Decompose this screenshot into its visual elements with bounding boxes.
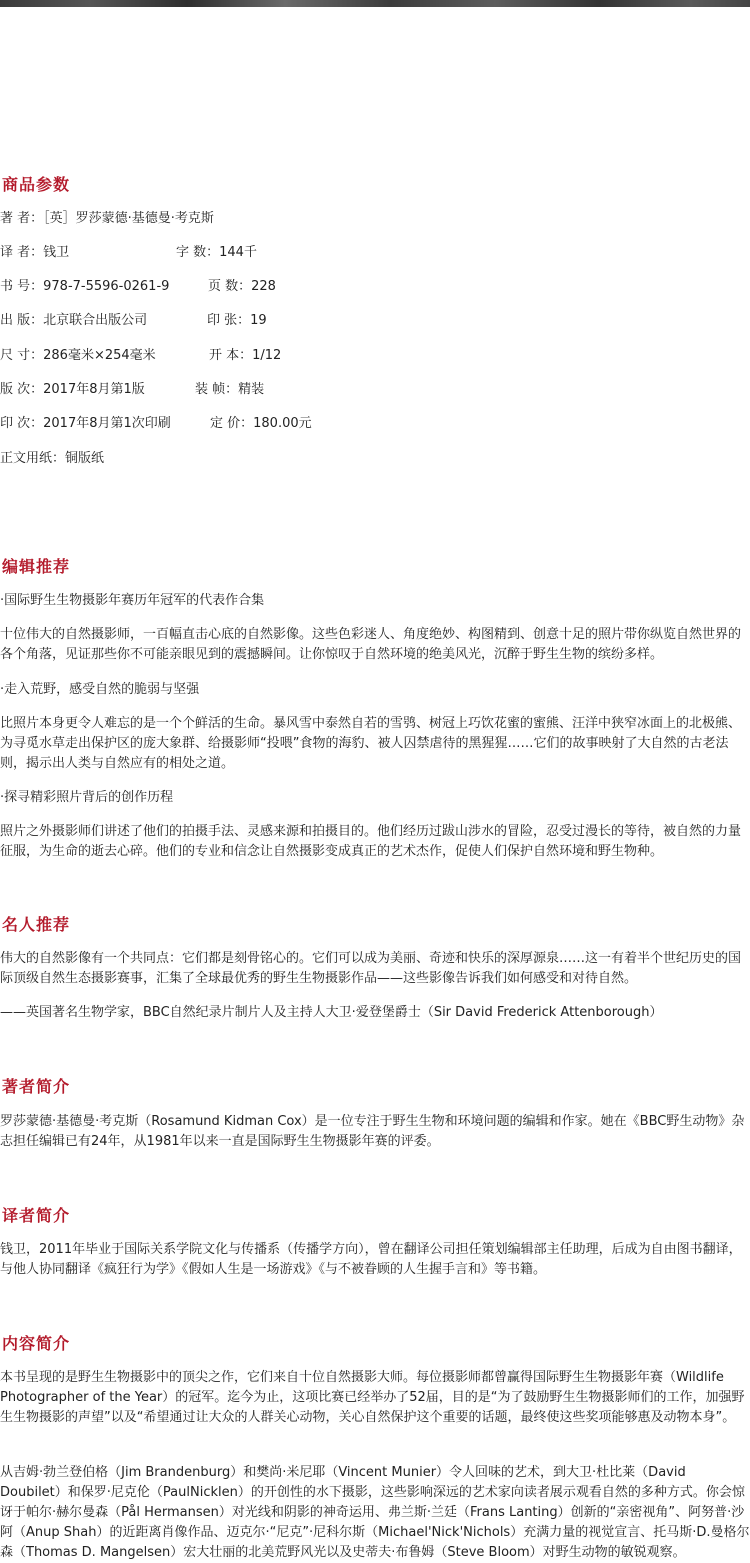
editor-bullet-3: ·探寻精彩照片背后的创作历程 [0,790,174,805]
param-sheets: 印 张：19 [207,313,267,328]
param-price: 定 价：180.00元 [210,416,312,431]
content-para-1: 本书呈现的是野生生物摄影中的顶尖之作，它们来自十位自然摄影大师。每位摄影师都曾赢得国际野生生物摄影年赛（Wildlife Photographer of the Year）的冠军。迄今为止，这项比赛已经举办了52届，目的是“为了鼓励野生生物摄影师们的工作，加强野生生物摄影的声望”以及“希望通过让大众的人群关心动物，关心自然保护这个重要的话题，最终使这些奖项能够惠及动物本身”。 [0,1370,745,1425]
top-photo-strip [0,0,750,7]
celebrity-attribution: ——英国著名生物学家，BBC自然纪录片制片人及主持人大卫·爱登堡爵士（Sir David Frederick Attenborough） [0,1005,663,1020]
param-format: 开 本：1/12 [209,348,282,363]
editor-para-3: 照片之外摄影师们讲述了他们的拍摄手法、灵感来源和拍摄目的。他们经历过跋山涉水的冒险，忍受过漫长的等待，被自然的力量征服，为生命的逝去心碎。他们的专业和信念让自然摄影变成真正的艺术杰作，促使人们保护自然环境和野生物种。 [0,824,742,859]
param-word-count: 字 数：144千 [176,245,257,260]
param-publisher: 出 版：北京联合出版公司 [0,313,148,328]
param-binding: 装 帧：精装 [195,382,265,397]
params-title: 商品参数 [2,175,71,194]
author-title: 著者简介 [2,1077,71,1096]
content-title: 内容简介 [2,1334,71,1353]
param-printing: 印 次：2017年8月第1次印刷 [0,416,171,431]
translator-bio: 钱卫，2011年毕业于国际关系学院文化与传播系（传播学方向），曾在翻译公司担任策划编辑部主任助理，后成为自由图书翻译，与他人协同翻译《疯狂行为学》《假如人生是一场游戏》《与不被眷顾的人生握手言和》等书籍。 [0,1242,742,1277]
param-paper: 正文用纸：铜版纸 [0,451,105,466]
editor-para-1: 十位伟大的自然摄影师，一百幅直击心底的自然影像。这些色彩迷人、角度绝妙、构图精到、创意十足的照片带你纵览自然世界的各个角落，见证那些你不可能亲眼见到的震撼瞬间。让你惊叹于自然环境的绝美风光，沉醉于野生生物的缤纷多样。 [0,627,742,662]
editor-para-2: 比照片本身更令人难忘的是一个个鲜活的生命。暴风雪中泰然自若的雪鸮、树冠上巧饮花蜜的蜜熊、汪洋中狭窄冰面上的北极熊、为寻觅水草走出保护区的庞大象群、给摄影师“投喂”食物的海豹、被人囚禁虐待的黑猩猩……它们的故事映射了大自然的古老法则，揭示出人类与自然应有的相处之道。 [0,716,742,771]
content-para-2: 从吉姆·勃兰登伯格（Jim Brandenburg）和樊尚·米尼耶（Vincent Munier）令人回味的艺术，到大卫·杜比莱（David Doubilet）和保罗·尼克伦（PaulNicklen）的开创性的水下摄影，这些影响深远的艺术家向读者展示观看自然的多种方式。你会惊讶于帕尔·赫尔曼森（Pål Hermansen）对光线和阴影的神奇运用、弗兰斯·兰廷（Frans Lanting）创新的“亲密视角”、阿努普·沙阿（Anup Shah）的近距离肖像作品、迈克尔·“尼克”·尼科尔斯（Michael'Nick'Nichols）充满力量的视觉宣言、托马斯·D.曼格尔森（Thomas D. Mangelsen）宏大壮丽的北美荒野风光以及史蒂夫·布鲁姆（Steve Bloom）对野生动物的敏锐观察。 [0,1465,750,1560]
editor-bullet-1: ·国际野生生物摄影年赛历年冠军的代表作合集 [0,593,265,608]
param-edition: 版 次：2017年8月第1版 [0,382,145,397]
param-size: 尺 寸：286毫米×254毫米 [0,348,156,363]
translator-title: 译者简介 [2,1206,71,1225]
param-author: 著 者：［英］罗莎蒙德·基德曼·考克斯 [0,211,214,226]
param-isbn: 书 号：978-7-5596-0261-9 [0,279,170,294]
celebrity-quote: 伟大的自然影像有一个共同点：它们都是刻骨铭心的。它们可以成为美丽、奇迹和快乐的深厚源泉……这一有着半个世纪历史的国际顶级自然生态摄影赛事，汇集了全球最优秀的野生生物摄影作品——这些影像告诉我们如何感受和对待自然。 [0,951,742,986]
editor-bullet-2: ·走入荒野，感受自然的脆弱与坚强 [0,682,200,697]
celebrity-title: 名人推荐 [2,915,71,934]
editor-title: 编辑推荐 [2,557,71,576]
param-translator: 译 者：钱卫 [0,245,70,260]
author-bio: 罗莎蒙德·基德曼·考克斯（Rosamund Kidman Cox）是一位专注于野生生物和环境问题的编辑和作家。她在《BBC野生动物》杂志担任编辑已有24年，从1981年以来一直是国际野生生物摄影年赛的评委。 [0,1114,745,1149]
param-pages: 页 数：228 [208,279,276,294]
